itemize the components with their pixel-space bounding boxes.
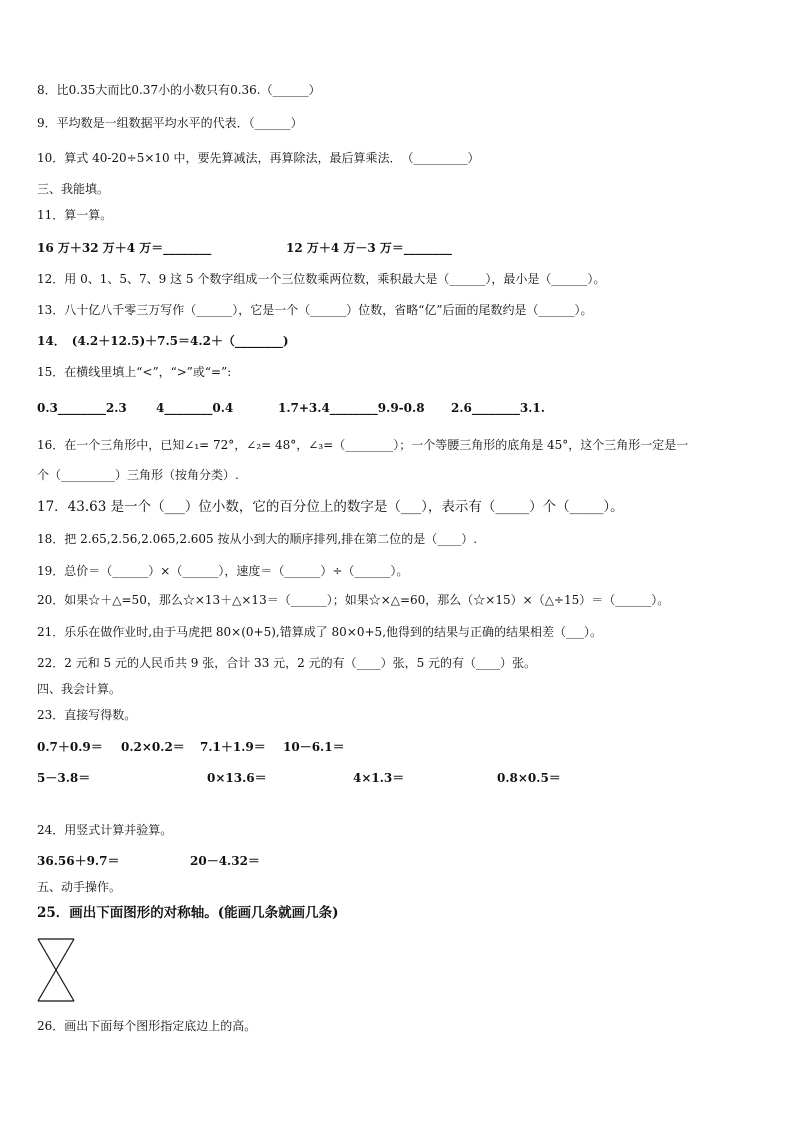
question-23: 23．直接写得数。: [37, 708, 137, 722]
question-23-item-g: 4×1.3＝: [353, 771, 405, 785]
question-24: 24．用竖式计算并验算。: [37, 823, 173, 837]
question-15-item-d: 2.6________3.1.: [451, 401, 545, 415]
question-11-item-b: 12 万＋4 万－3 万＝________: [286, 241, 452, 255]
section-3-heading: 三、我能填。: [37, 182, 110, 196]
question-20: 20．如果☆＋△=50，那么☆×13＋△×13＝（______）；如果☆×△=60，那么（☆×15）×（△÷15）＝（______）。: [37, 593, 670, 607]
question-23-item-d: 10－6.1＝: [283, 740, 345, 754]
question-26: 26．画出下面每个图形指定底边上的高。: [37, 1019, 257, 1033]
question-12: 12．用 0、1、5、7、9 这 5 个数字组成一个三位数乘两位数，乘积最大是（______），最小是（______）。: [37, 272, 606, 286]
question-14: 14． (4.2＋12.5)＋7.5＝4.2＋（________): [37, 334, 289, 348]
question-15-item-a: 0.3________2.3: [37, 401, 127, 415]
question-21: 21．乐乐在做作业时,由于马虎把 80×(0+5),错算成了 80×0+5,他得到的结果与正确的结果相差（___）。: [37, 625, 603, 639]
question-15-item-c: 1.7+3.4________9.9-0.8: [278, 401, 425, 415]
question-18: 18．把 2.65,2.56,2.065,2.605 按从小到大的顺序排列,排在第二位的是（____）.: [37, 532, 478, 546]
section-5-heading: 五、动手操作。: [37, 880, 122, 894]
question-16-line-1: 16．在一个三角形中，已知∠₁= 72°，∠₂= 48°，∠₃=（________）；一个等腰三角形的底角是 45°，这个三角形一定是一: [37, 438, 689, 452]
question-24-item-b: 20－4.32＝: [190, 854, 260, 868]
question-23-item-b: 0.2×0.2＝: [121, 740, 185, 754]
question-9: 9．平均数是一组数据平均水平的代表．（______）: [37, 116, 303, 130]
question-13: 13．八十亿八千零三万写作（______），它是一个（______）位数，省略“亿”后面的尾数约是（______）。: [37, 303, 593, 317]
question-23-item-f: 0×13.6＝: [207, 771, 267, 785]
question-11-item-a: 16 万＋32 万＋4 万＝________: [37, 241, 212, 255]
question-23-item-c: 7.1＋1.9＝: [200, 740, 266, 754]
question-22: 22．2 元和 5 元的人民币共 9 张，合计 33 元，2 元的有（____）张，5 元的有（____）张。: [37, 656, 537, 670]
question-17: 17．43.63 是一个（___）位小数，它的百分位上的数字是（___），表示有（_____）个（_____）。: [37, 499, 624, 515]
question-23-item-e: 5－3.8＝: [37, 771, 91, 785]
question-10: 10．算式 40-20÷5×10 中，要先算减法，再算除法，最后算乘法． （_________）: [37, 151, 480, 165]
section-4-heading: 四、我会计算。: [37, 682, 122, 696]
question-25: 25．画出下面图形的对称轴。(能画几条就画几条): [37, 905, 339, 921]
question-15: 15．在横线里填上“<”，“>”或“=”:: [37, 365, 232, 379]
question-19: 19．总价＝（______）×（______），速度＝（______）÷（______）。: [37, 564, 409, 578]
question-16-line-2: 个（_________）三角形（按角分类）.: [37, 468, 239, 482]
question-11: 11．算一算。: [37, 208, 113, 222]
question-23-item-h: 0.8×0.5＝: [497, 771, 561, 785]
question-24-item-a: 36.56＋9.7＝: [37, 854, 120, 868]
question-8: 8．比0.35大而比0.37小的小数只有0.36.（______）: [37, 83, 321, 97]
question-23-item-a: 0.7＋0.9＝: [37, 740, 103, 754]
question-15-item-b: 4________0.4: [156, 401, 234, 415]
hourglass-shape: [36, 938, 76, 1002]
